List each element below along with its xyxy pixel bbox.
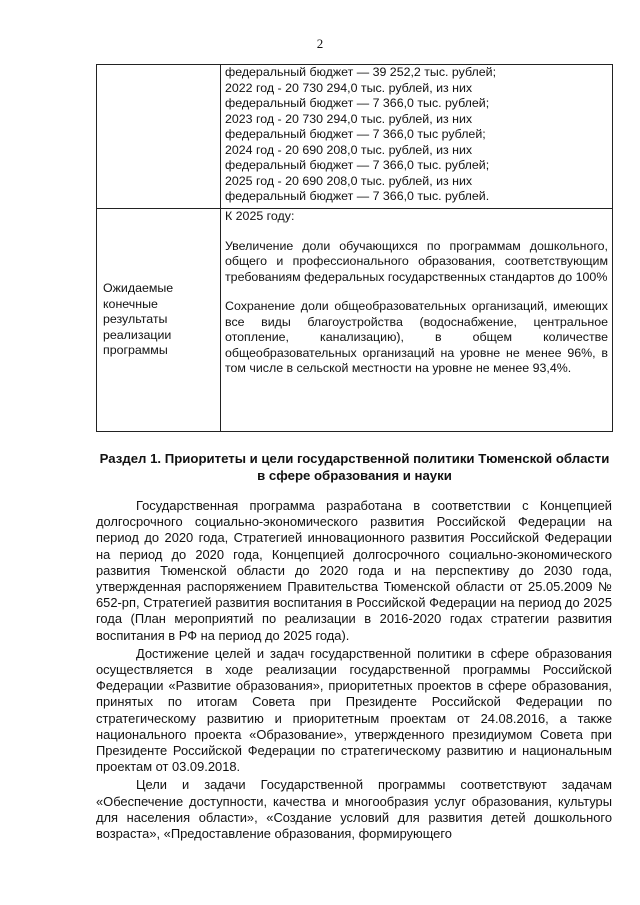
body-paragraph: Цели и задачи Государственной программы соответствуют задачам «Обеспечение доступности, качества и многообразия услуг образования, культуры для населения области», «Создание условий для развития детей дошкольного возраста», «Предоставление образования, формирующего	[96, 777, 612, 842]
financing-cell	[221, 65, 613, 209]
budget-line: 2024 год - 20 690 208,0 тыс. рублей, из них	[225, 142, 473, 157]
results-intro: К 2025 году:	[225, 209, 295, 223]
body-paragraph: Достижение целей и задач государственной политики в сфере образования осуществляется в ходе реализации государственной программы Российской Федерации «Развитие образования», приоритетных проектов в сфере образования, принятых по итогам Совета при Президенте Российской Федерации по стратегическому развитию и приоритетным проектам от 24.08.2016, а также национального проекта «Образование», утвержденного президиумом Совета при Президенте Российской Федерации по стратегическому развитию и национальным проектам от 03.09.2018.	[96, 645, 612, 775]
body-paragraph: Государственная программа разработана в соответствии с Концепцией долгосрочного социально-экономического развития Российской Федерации на период до 2020 года, Стратегией инновационного развития Российской Федерации на период до 2020 года, Концепцией долгосрочного социально-экономического развития Тюменской области до 2020 года и на перспективу до 2030 года, утвержденная распоряжением Правительства Тюменской области от 25.05.2009 № 652-рп, Стратегией развития воспитания в Российской Федерации на период до 2025 года (План мероприятий по реализации в 2016-2020 годах стратегии развития воспитания в РФ на период до 2025 года).	[96, 498, 612, 643]
section-heading: Раздел 1. Приоритеты и цели государственной политики Тюменской области в сфере образования и науки	[99, 451, 610, 483]
budget-line: федеральный бюджет — 7 366,0 тыс рублей;	[225, 127, 486, 141]
page-number: 2	[316, 36, 324, 51]
results-cell	[221, 209, 613, 432]
table-label-cell-empty	[97, 65, 221, 209]
budget-line: федеральный бюджет — 7 366,0 тыс. рублей.	[225, 189, 490, 203]
results-item: Сохранение доли общеобразовательных организаций, имеющих все виды благоустройства (водоснабжение, центральное отопление, канализацию), в общем количестве общеобразовательных организаций на уровне не менее 96%, в том числе в сельской местности на уровне не менее 93,4%.	[225, 299, 608, 375]
budget-line: 2023 год - 20 730 294,0 тыс. рублей, из них	[225, 111, 473, 126]
table-row-financing	[97, 65, 613, 209]
budget-line: федеральный бюджет — 7 366,0 тыс. рублей;	[225, 158, 490, 172]
budget-line: федеральный бюджет — 7 366,0 тыс. рублей;	[225, 96, 490, 110]
budget-line: федеральный бюджет — 39 252,2 тыс. рублей;	[225, 65, 497, 79]
section-body	[96, 498, 612, 844]
results-label: Ожидаемые конечные результаты реализации программы	[97, 209, 221, 432]
budget-line: 2025 год - 20 690 208,0 тыс. рублей, из них	[225, 173, 473, 188]
table-row-results	[97, 209, 613, 432]
program-passport-table	[96, 64, 613, 432]
budget-line: 2022 год - 20 730 294,0 тыс. рублей, из них	[225, 80, 473, 95]
results-item: Увеличение доли обучающихся по программам дошкольного, общего и профессионального образования, соответствующим требованиям федеральных государственных стандартов до 100%	[225, 238, 608, 284]
